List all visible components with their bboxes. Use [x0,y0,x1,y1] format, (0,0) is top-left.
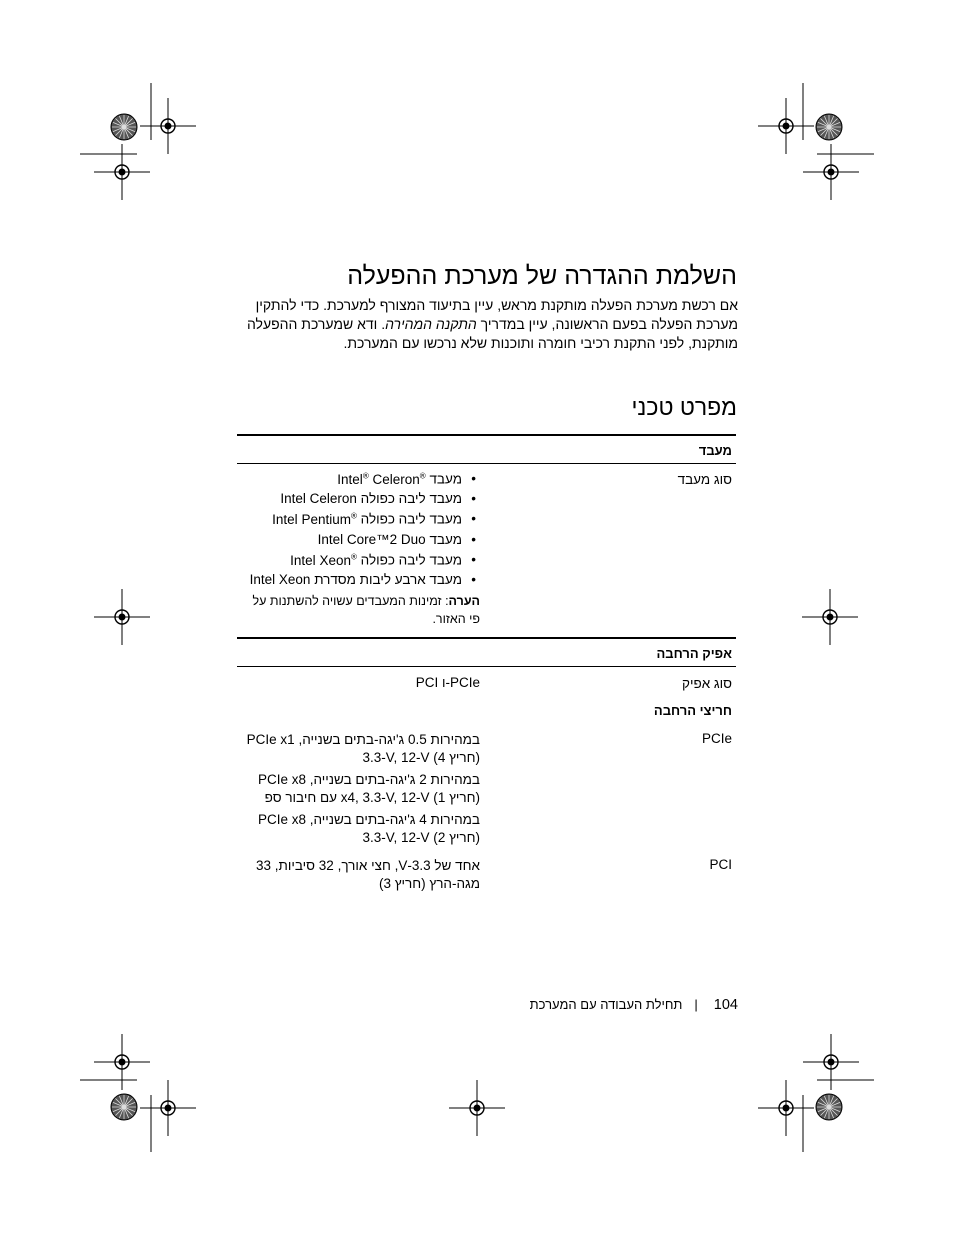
bus-type-label: סוג אפיק [682,676,732,691]
crosshair-mark [94,144,150,200]
pci-label: PCI [709,857,732,872]
pcie-slot-2: PCIe x8 במהירות 2 ג'יגה-בתים בשנייה, עם חיבור ספ x4, 3.3-V, 12-V (חריץ 1) [257,772,480,805]
processor-item: • מעבד ליבה כפולה Intel Pentium® [240,511,480,527]
processor-item-prefix: מעבד [429,471,462,487]
processor-item [240,491,480,506]
processor-item-brand: Intel [272,511,298,527]
processor-section-title: מעבד [698,443,732,458]
crosshair-mark [758,1080,814,1136]
section-rule [237,434,736,436]
expansion-slots-heading: חריצי הרחבה [653,703,732,718]
section-rule [237,666,736,667]
processor-item-text: • מעבד ליבה כפולה Intel Celeron [280,491,462,506]
specs-heading: מפרט טכני [631,394,737,420]
note-label: הערה [448,594,480,608]
quick-setup-guide-ref: התקנה המהירה [385,316,477,332]
crosshair-mark [140,1080,196,1136]
processor-item-prefix: מעבד ליבה כפולה [360,511,462,527]
processor-item-model: Pentium [301,511,351,527]
intro-text-2: . ודא שמערכת ההפעלה מותקנת, לפני התקנת רכיבי חומרה ותוכנות שלא נרכשו עם המערכת. [246,316,738,351]
processor-type-label: סוג מעבד [677,472,732,487]
star-mark [816,1094,842,1120]
pci-slot-1: אחד של 3.3-V, חצי אורך, 32 סיביות, 33 מגה-הרץ (חריץ 3) [256,858,480,891]
intro-paragraph [243,296,738,353]
bus-type-text: PCI ו-PCIe [415,675,480,690]
page-title: השלמת ההגדרה של מערכת ההפעלה [347,262,737,290]
crosshair-mark [140,98,196,154]
processor-item: • מעבד ליבה כפולה Intel Xeon® [240,552,480,568]
footer-section-title: תחילת העבודה עם המערכת [529,997,683,1012]
star-mark [816,114,842,140]
crosshair-mark [758,98,814,154]
processor-item: • מעבד Intel® Celeron® [240,471,480,487]
footer-separator: | [694,997,698,1012]
crosshair-mark [803,1034,859,1090]
crosshair-mark [94,1034,150,1090]
crosshair-mark [449,1080,505,1136]
section-rule [237,463,736,464]
page-number: 104 [713,997,738,1013]
processor-item-prefix: מעבד ליבה כפולה [360,552,462,568]
pcie-slot-1: PCIe x1 במהירות 0.5 ג'יגה-בתים בשנייה, 3.3-V, 12-V (חריץ 4) [246,732,480,765]
processor-item [240,572,480,587]
crosshair-mark [803,144,859,200]
crosshair-mark [802,589,858,645]
crosshair-mark [94,589,150,645]
star-mark [111,114,137,140]
pcie-slot-3: PCIe x8 במהירות 4 ג'יגה-בתים בשנייה, 3.3-V, 12-V (חריץ 2) [257,812,480,845]
processor-item-text: • מעבד Intel Core™2 Duo [317,532,462,547]
processor-item-model: Xeon [319,552,351,568]
pcie-label: PCIe [701,731,732,746]
processor-item [240,532,480,547]
processor-item-brand: Intel [337,471,363,487]
star-mark [111,1094,137,1120]
processor-item-model: Celeron [372,471,420,487]
expansion-section-title: אפיק הרחבה [656,646,732,661]
processor-item-brand: Intel [290,552,316,568]
note-text: : זמינות המעבדים עשויה להשתנות על פי האזור. [252,594,480,626]
processor-item-text: • מעבד ארבע ליבות מסדרת Intel Xeon [249,572,462,587]
processor-note [240,592,480,628]
intro-text-1: אם רכשת מערכת הפעלה מותקנת מראש, עיין בתיעוד המצורף למערכת. כדי להתקין מערכת הפעלה בפעם הראשונה, עיין במדריך [255,297,738,332]
bus-type-value [240,674,480,692]
page-footer [530,997,738,1013]
section-rule [237,637,736,639]
